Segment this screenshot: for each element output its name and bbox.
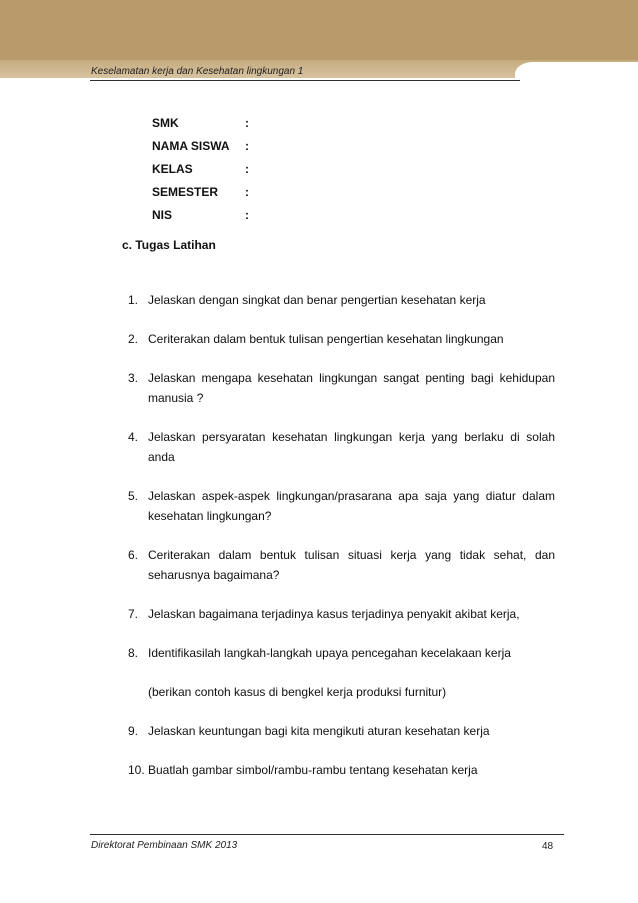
item-text: Jelaskan dengan singkat dan benar pengertian kesehatan kerja bbox=[148, 293, 486, 307]
list-item bbox=[128, 604, 555, 624]
identity-colon: : bbox=[245, 139, 249, 153]
item-text: Buatlah gambar simbol/rambu-rambu tentang kesehatan kerja bbox=[148, 763, 478, 777]
item-number: 3. bbox=[128, 371, 139, 385]
list-item bbox=[128, 368, 555, 408]
identity-colon: : bbox=[245, 162, 249, 176]
item-number: 8. bbox=[128, 646, 139, 660]
list-item bbox=[128, 329, 555, 349]
running-header-title: Keselamatan kerja dan Kesehatan lingkungan 1 bbox=[91, 66, 304, 77]
identity-label: SMK bbox=[152, 116, 179, 130]
item-text: Jelaskan mengapa kesehatan lingkungan sangat penting bagi kehidupan manusia ? bbox=[148, 371, 555, 405]
list-item bbox=[128, 721, 555, 741]
footer-rule bbox=[90, 834, 564, 835]
list-item bbox=[128, 643, 555, 702]
item-text-block bbox=[148, 643, 555, 702]
item-number: 4. bbox=[128, 430, 139, 444]
item-subtext: (berikan contoh kasus di bengkel kerja produksi furnitur) bbox=[148, 685, 447, 699]
item-number: 5. bbox=[128, 489, 139, 503]
list-item bbox=[128, 427, 555, 467]
item-number: 10. bbox=[128, 763, 145, 777]
identity-colon: : bbox=[245, 116, 249, 130]
item-text: Jelaskan bagaimana terjadinya kasus terjadinya penyakit akibat kerja, bbox=[148, 607, 520, 621]
header-curve bbox=[515, 62, 638, 92]
list-item bbox=[128, 486, 555, 526]
identity-label: NIS bbox=[152, 208, 173, 222]
item-text: Ceriterakan dalam bentuk tulisan situasi kerja yang tidak sehat, dan seharusnya bagaimana? bbox=[148, 548, 555, 582]
identity-label: KELAS bbox=[152, 162, 193, 176]
item-number: 2. bbox=[128, 332, 139, 346]
identity-colon: : bbox=[245, 208, 249, 222]
list-item bbox=[128, 545, 555, 585]
item-text: Jelaskan keuntungan bagi kita mengikuti aturan kesehatan kerja bbox=[148, 724, 490, 738]
exercise-list bbox=[128, 290, 555, 780]
item-text: Ceriterakan dalam bentuk tulisan pengertian kesehatan lingkungan bbox=[148, 332, 504, 346]
item-number: 1. bbox=[128, 293, 139, 307]
page-number: 48 bbox=[542, 841, 554, 852]
section-title: c. Tugas Latihan bbox=[122, 238, 216, 252]
item-text: Jelaskan persyaratan kesehatan lingkungan kerja yang berlaku di solah anda bbox=[148, 430, 555, 464]
item-number: 6. bbox=[128, 548, 139, 562]
item-number: 7. bbox=[128, 607, 139, 621]
footer-publisher: Direktorat Pembinaan SMK 2013 bbox=[91, 840, 238, 851]
list-item bbox=[128, 760, 555, 780]
identity-colon: : bbox=[245, 185, 249, 199]
item-number: 9. bbox=[128, 724, 139, 738]
item-text: Jelaskan aspek-aspek lingkungan/prasarana apa saja yang diatur dalam kesehatan lingkungan? bbox=[148, 489, 555, 523]
list-item bbox=[128, 290, 555, 310]
header-rule bbox=[90, 80, 520, 81]
identity-label: SEMESTER bbox=[152, 185, 219, 199]
identity-label: NAMA SISWA bbox=[152, 139, 230, 153]
item-text: Identifikasilah langkah-langkah upaya pencegahan kecelakaan kerja bbox=[148, 646, 511, 660]
